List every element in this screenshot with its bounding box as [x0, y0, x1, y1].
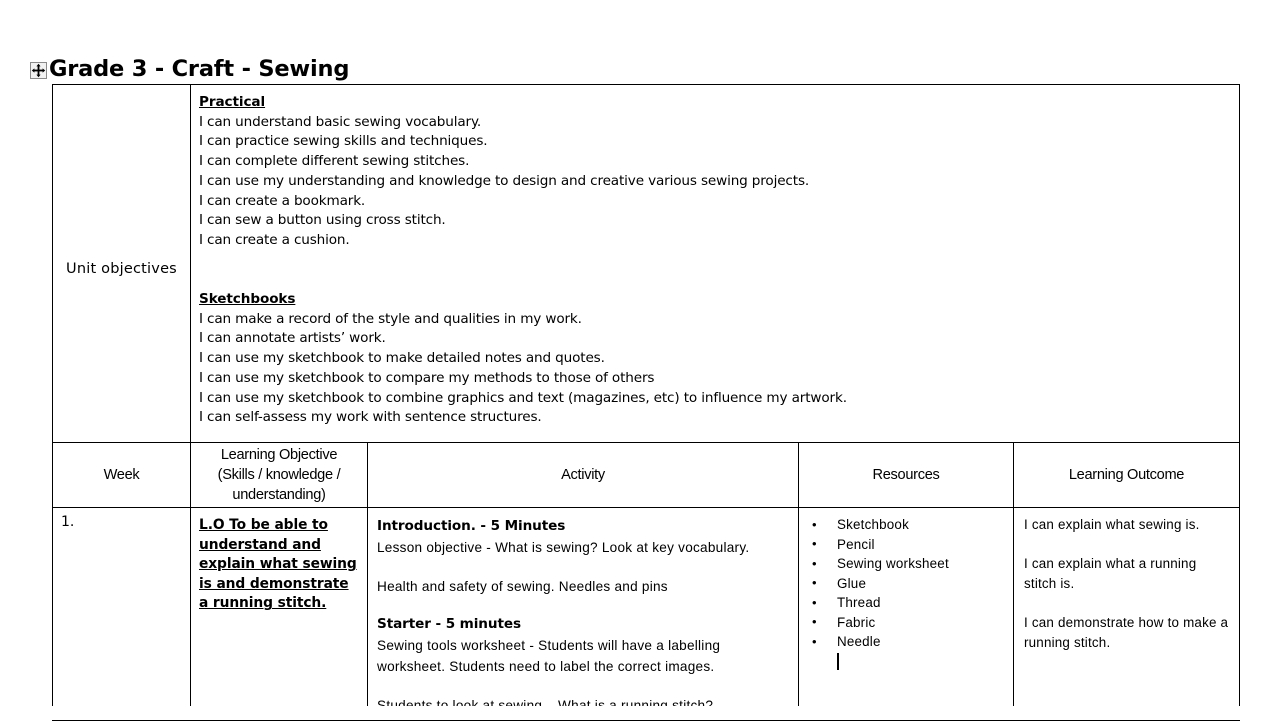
- activity-line: Health and safety of sewing. Needles and pins: [377, 578, 668, 594]
- unit-objectives-label-cell: [53, 85, 191, 454]
- column-header-week: Week: [53, 443, 191, 508]
- learning-outcome-item: I can explain what sewing is.: [1024, 517, 1200, 532]
- unit-objectives-table: [52, 84, 1240, 454]
- objective-item: I can create a cushion.: [199, 231, 350, 248]
- column-header-learning-objective: [191, 443, 368, 508]
- objective-item: I can create a bookmark.: [199, 192, 366, 209]
- spacer: [1024, 535, 1231, 555]
- move-four-arrows-icon[interactable]: [30, 62, 47, 79]
- objective-item: I can practice sewing skills and techniques.: [199, 133, 488, 150]
- text-cursor-caret: [803, 652, 1009, 672]
- objective-item: I can sew a button using cross stitch.: [199, 212, 446, 229]
- table-header-row: [53, 443, 1240, 508]
- objective-item: I can annotate artists’ work.: [199, 330, 386, 347]
- header-line: Learning Objective: [220, 447, 338, 463]
- list-item: • Glue: [803, 574, 1009, 594]
- page-title: Grade 3 - Craft - Sewing: [49, 56, 350, 82]
- page-bottom-clip: [0, 706, 1280, 720]
- cell-learning-objective[interactable]: [191, 508, 368, 721]
- list-item: • Fabric: [803, 613, 1009, 633]
- activity-heading: Starter - 5 minutes: [377, 615, 521, 632]
- spacer: [377, 597, 790, 614]
- cell-week[interactable]: [53, 508, 191, 721]
- activity-line: worksheet. Students need to label the correct images.: [377, 659, 715, 675]
- activity-line: Sewing tools worksheet - Students will have a labelling: [377, 638, 721, 654]
- objective-item: I can use my sketchbook to compare my methods to those of others: [199, 369, 655, 386]
- learning-objective-text: L.O To be able to understand and explain what sewing is and demonstrate a running stitch.: [199, 517, 357, 612]
- table-row: [53, 85, 1240, 454]
- objectives-heading-practical: Practical: [199, 94, 266, 110]
- spacer: [1024, 593, 1231, 613]
- objective-item: I can use my sketchbook to make detailed notes and quotes.: [199, 350, 605, 367]
- objective-item: I can self-assess my work with sentence structures.: [199, 409, 542, 426]
- table-row: [53, 508, 1240, 721]
- document-title-row: [30, 56, 349, 82]
- unit-objectives-content-cell[interactable]: [191, 85, 1240, 454]
- header-line: (Skills / knowledge /: [217, 467, 341, 483]
- cell-learning-outcome[interactable]: [1014, 508, 1240, 721]
- objective-item: I can understand basic sewing vocabulary.: [199, 113, 482, 130]
- activity-line: Lesson objective - What is sewing? Look at key vocabulary.: [377, 540, 750, 556]
- cell-resources[interactable]: [799, 508, 1014, 721]
- spacer: [199, 251, 1233, 271]
- list-item: • Needle: [803, 632, 1009, 652]
- activity-heading: Introduction. - 5 Minutes: [377, 518, 566, 534]
- list-item: • Pencil: [803, 535, 1009, 555]
- column-header-resources: Resources: [799, 443, 1014, 508]
- spacer: [377, 678, 790, 695]
- spacer: [377, 559, 790, 576]
- learning-outcome-item: I can demonstrate how to make a running stitch.: [1024, 614, 1229, 650]
- list-item: • Sewing worksheet: [803, 554, 1009, 574]
- objective-item: I can make a record of the style and qualities in my work.: [199, 310, 582, 327]
- header-line: understanding): [232, 487, 326, 503]
- list-item: • Thread: [803, 593, 1009, 613]
- objective-item: I can complete different sewing stitches.: [199, 153, 470, 170]
- learning-outcome-item: I can explain what a running stitch is.: [1024, 556, 1197, 591]
- week-number: 1.: [61, 514, 75, 530]
- unit-objectives-label: Unit objectives: [66, 261, 177, 277]
- lesson-schedule-table: [52, 442, 1240, 721]
- objective-item: I can use my understanding and knowledge to design and creative various sewing projects.: [199, 172, 810, 189]
- column-header-activity: Activity: [368, 443, 799, 508]
- objective-item: I can use my sketchbook to combine graphics and text (magazines, etc) to influence my artwork.: [199, 389, 847, 406]
- list-item: • Sketchbook: [803, 515, 1009, 535]
- column-header-learning-outcome: Learning Outcome: [1014, 443, 1240, 508]
- resources-list: [803, 515, 1009, 652]
- spacer: [199, 270, 1233, 290]
- cell-activity[interactable]: [368, 508, 799, 721]
- objectives-heading-sketchbooks: Sketchbooks: [199, 291, 296, 307]
